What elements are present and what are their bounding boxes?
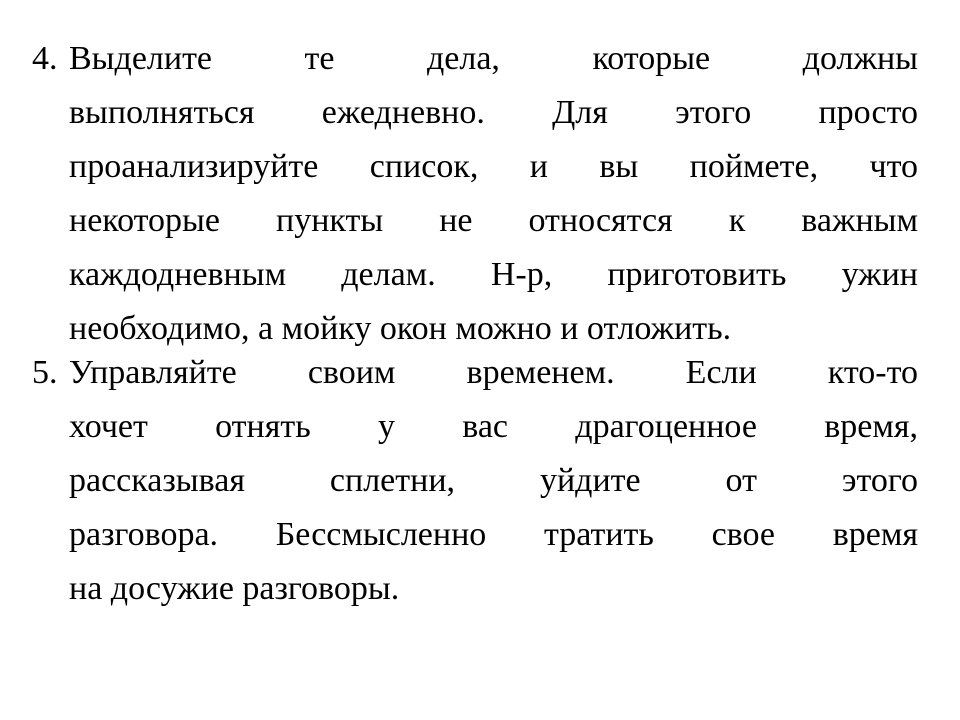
list-number: 5. (32, 354, 58, 391)
text-line: на досужие разговоры. (69, 570, 400, 607)
text-line: хочет отнять у вас драгоценное время, (69, 408, 918, 445)
text-line: Выделите те дела, которые должны (69, 40, 918, 77)
list-item-4 (32, 32, 918, 356)
text-line: необходимо, а мойку окон можно и отложить. (69, 310, 732, 347)
list-item-first-line (32, 32, 918, 86)
text-line: разговора. Бессмысленно тратить свое время (69, 516, 918, 553)
text-line: рассказывая сплетни, уйдите от этого (69, 462, 918, 499)
text-line: выполняться ежедневно. Для этого просто (69, 94, 918, 131)
text-line: Управляйте своим временем. Если кто-то (69, 354, 918, 391)
text-line: проанализируйте список, и вы поймете, что (69, 148, 918, 185)
list-item-5 (32, 346, 918, 616)
text-line: каждодневным делам. Н-р, приготовить ужин (69, 256, 918, 293)
list-number: 4. (32, 40, 58, 77)
text-line: некоторые пункты не относятся к важным (69, 202, 918, 239)
list-item-first-line (32, 346, 918, 400)
